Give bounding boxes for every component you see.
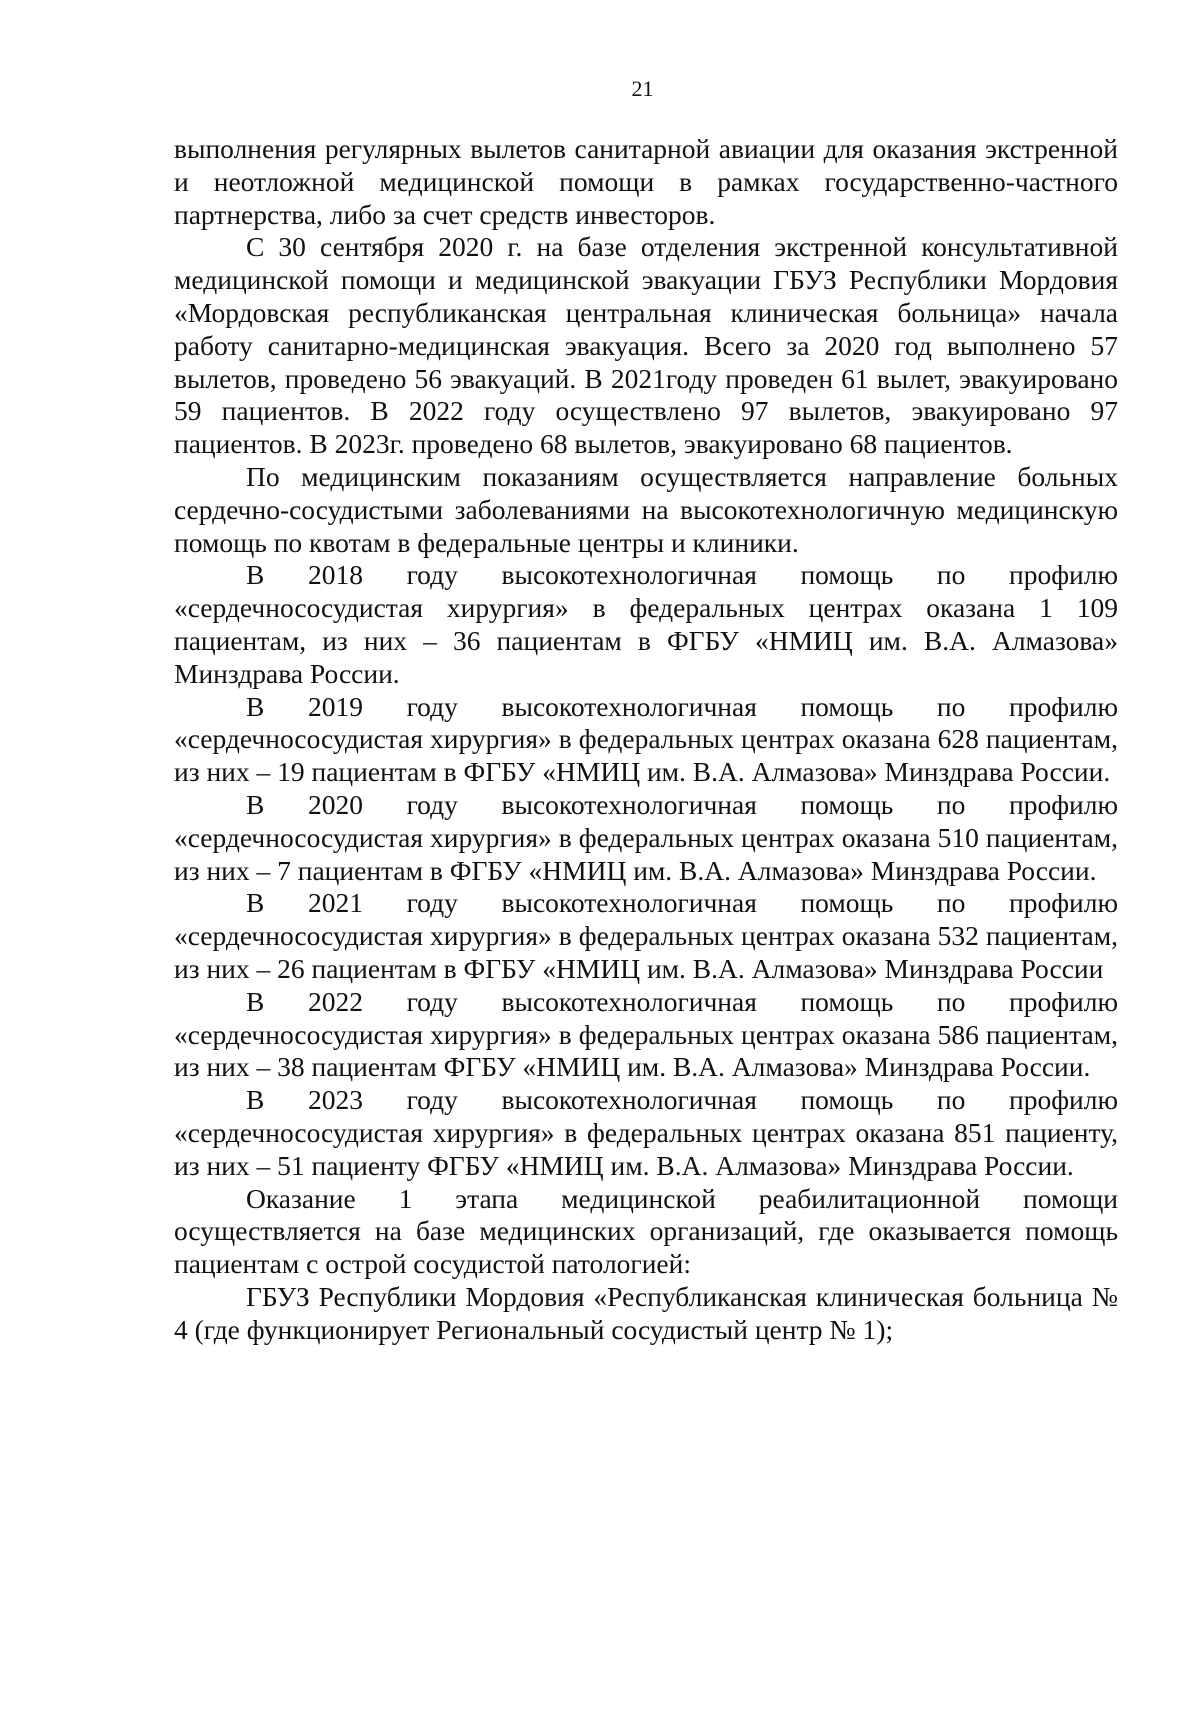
paragraph-year-2022: В 2022 году высокотехнологичная помощь по профилю «сердечнососудистая хирургия» в федеральных центрах оказана 586 пациентам, из них – 38 пациентам ФГБУ «НМИЦ им. В.А. Алмазова» Минздрава России. — [174, 985, 1118, 1083]
paragraph-year-2021: В 2021 году высокотехнологичная помощь по профилю «сердечнососудистая хирургия» в федеральных центрах оказана 532 пациентам, из них – 26 пациентам в ФГБУ «НМИЦ им. В.А. Алмазова» Минздрава России — [174, 887, 1118, 984]
paragraph-year-2019: В 2019 году высокотехнологичная помощь по профилю «сердечнососудистая хирургия» в федеральных центрах оказана 628 пациентам, из них – 19 пациентам в ФГБУ «НМИЦ им. В.А. Алмазова» Минздрава России. — [174, 690, 1118, 788]
paragraph-sanaviation-continuation: выполнения регулярных вылетов санитарной авиации для оказания экстренной и неотложной медицинской помощи в рамках государственно-частного партнерства, либо за счет средств инвесторов. — [174, 133, 1118, 230]
paragraph-year-2023: В 2023 году высокотехнологичная помощь по профилю «сердечнососудистая хирургия» в федеральных центрах оказана 851 пациенту, из них – 51 пациенту ФГБУ «НМИЦ им. В.А. Алмазова» Минздрава России. — [174, 1084, 1118, 1181]
page-number: 21 — [631, 76, 654, 101]
paragraph-medical-evacuation: С 30 сентября 2020 г. на базе отделения экстренной консультативной медицинской помощи и медицинской эвакуации ГБУЗ Республики Мордовия «Мордовская республиканская центральная клиническая больница» начала работу санитарно-медицинская эвакуация. Всего за 2020 год выполнено 57 вылетов, проведено 56 эвакуаций. В 2021году проведен 61 вылет, эвакуировано 59 пациентов. В 2022 году осуществлено 97 вылетов, эвакуировано 97 пациентов. В 2023г. проведено 68 вылетов, эвакуировано 68 пациентов. — [174, 231, 1118, 460]
paragraph-referral: По медицинским показаниям осуществляется направление больных сердечно-сосудистыми заболеваниями на высокотехнологичную медицинскую помощь по квотам в федеральные центры и клиники. — [174, 460, 1118, 558]
paragraph-hospital-4: ГБУЗ Республики Мордовия «Республиканская клиническая больница № 4 (где функционирует Региональный сосудистый центр № 1); — [174, 1280, 1118, 1345]
document-body — [174, 133, 1118, 1346]
paragraph-rehabilitation: Оказание 1 этапа медицинской реабилитационной помощи осуществляется на базе медицинских организаций, где оказывается помощь пациентам с острой сосудистой патологией: — [174, 1182, 1118, 1280]
paragraph-year-2020: В 2020 году высокотехнологичная помощь по профилю «сердечнососудистая хирургия» в федеральных центрах оказана 510 пациентам, из них – 7 пациентам в ФГБУ «НМИЦ им. В.А. Алмазова» Минздрава России. — [174, 788, 1118, 886]
paragraph-year-2018: В 2018 году высокотехнологичная помощь по профилю «сердечнососудистая хирургия» в федеральных центрах оказана 1 109 пациентам, из них – 36 пациентам в ФГБУ «НМИЦ им. В.А. Алмазова» Минздрава России. — [174, 559, 1118, 689]
